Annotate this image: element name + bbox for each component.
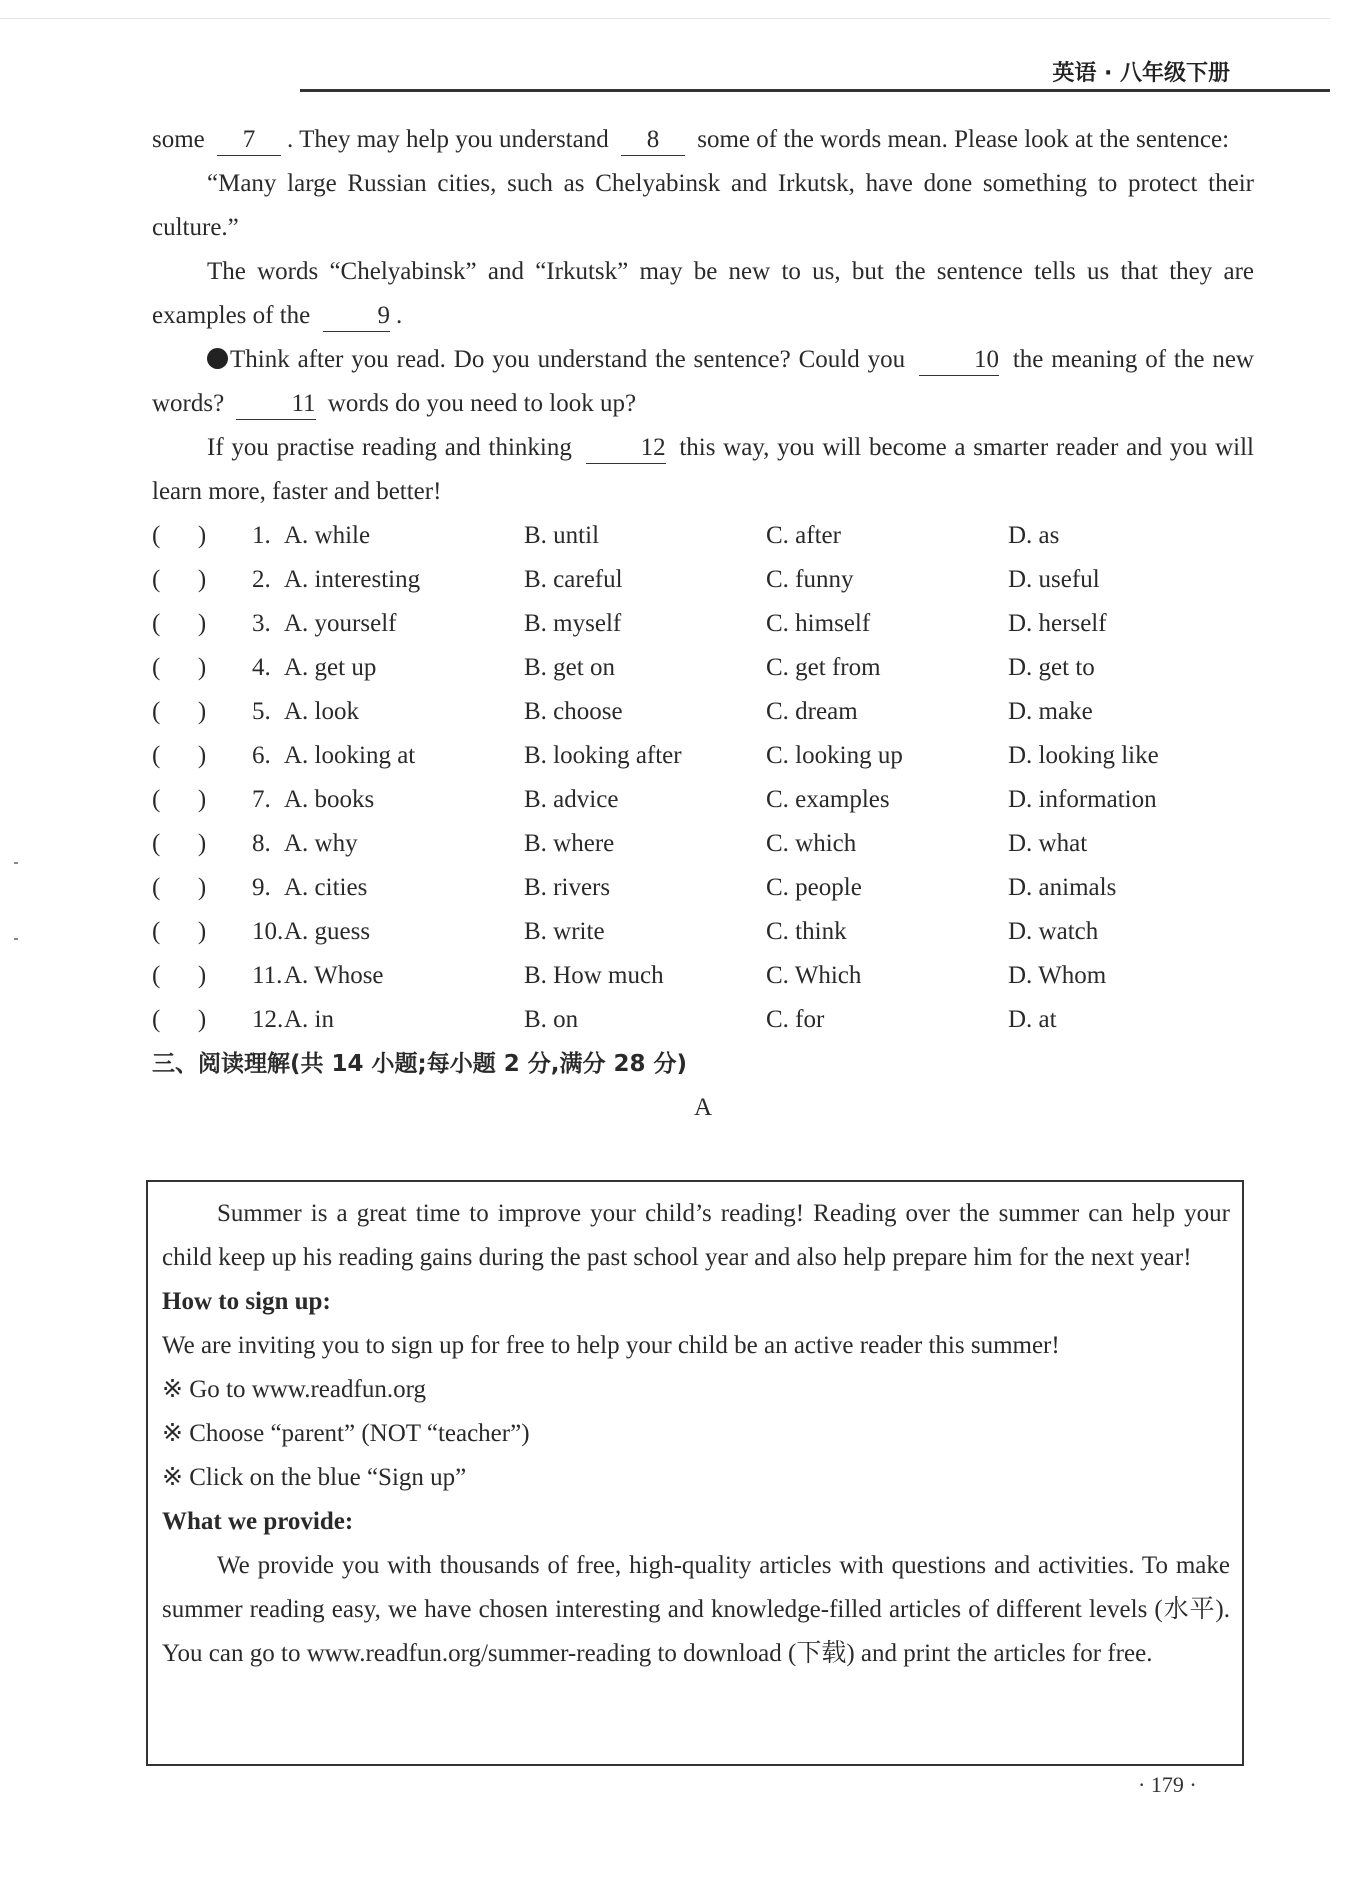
signup-step-3: ※ Click on the blue “Sign up”: [162, 1464, 467, 1491]
text-run: If you practise reading and thinking: [207, 434, 572, 461]
blank-7: 7: [217, 125, 281, 156]
option-b: B. rivers: [524, 874, 611, 901]
option-c: C. himself: [766, 610, 871, 637]
header-title: 英语 · 八年级下册: [1052, 61, 1230, 86]
option-a: A. guess: [284, 918, 371, 945]
question-number: 6.: [252, 742, 271, 769]
option-a: A. in: [284, 1006, 334, 1033]
option-d: D. useful: [1008, 566, 1100, 593]
question-number: 4.: [252, 654, 271, 681]
option-d: D. herself: [1008, 610, 1107, 637]
option-c: C. which: [766, 830, 857, 857]
section-title: 三、阅读理解(共 14 小题;每小题 2 分,满分 28 分): [152, 1051, 688, 1077]
answer-paren: ( ): [152, 654, 207, 681]
question-number: 1.: [252, 522, 271, 549]
option-d: D. Whom: [1008, 962, 1107, 989]
option-b: B. on: [524, 1006, 579, 1033]
option-d: D. information: [1008, 786, 1157, 813]
option-c: C. funny: [766, 566, 854, 593]
passage-paragraph-5: [152, 426, 1254, 514]
option-a: A. get up: [284, 654, 377, 681]
option-a: A. Whose: [284, 962, 384, 989]
option-b: B. advice: [524, 786, 619, 813]
text-run: Think after you read. Do you understand the sentence? Could you: [230, 346, 906, 373]
page-number: · 179 ·: [1138, 1772, 1197, 1797]
option-b: B. myself: [524, 610, 622, 637]
option-a: A. interesting: [284, 566, 421, 593]
answer-paren: ( ): [152, 566, 207, 593]
option-row: [152, 910, 1254, 954]
option-c: C. for: [766, 1006, 825, 1033]
option-d: D. as: [1008, 522, 1060, 549]
margin-mark: [14, 862, 18, 864]
option-c: C. get from: [766, 654, 881, 681]
option-row: [152, 998, 1254, 1042]
question-number: 2.: [252, 566, 271, 593]
provide-text: We provide you with thousands of free, high-quality articles with questions and activities. To make summer reading easy, we have chosen interesting and knowledge-filled articles of different levels (水平). You can go to www.readfun.org/summer-reading to download (下载) and print the articles for free.: [162, 1552, 1230, 1667]
option-d: D. get to: [1008, 654, 1095, 681]
option-b: B. get on: [524, 654, 615, 681]
option-c: C. people: [766, 874, 862, 901]
header-rule: [300, 89, 1330, 92]
option-b: B. choose: [524, 698, 623, 725]
question-number: 8.: [252, 830, 271, 857]
blank-9: 9: [323, 301, 391, 332]
option-a: A. books: [284, 786, 375, 813]
option-c: C. Which: [766, 962, 862, 989]
blank-8: 8: [621, 125, 685, 156]
reading-passage-box: [146, 1180, 1244, 1766]
option-c: C. dream: [766, 698, 858, 725]
answer-paren: ( ): [152, 830, 207, 857]
option-d: D. watch: [1008, 918, 1099, 945]
passage-paragraph-3: [152, 250, 1254, 338]
question-number: 3.: [252, 610, 271, 637]
signup-step-2: ※ Choose “parent” (NOT “teacher”): [162, 1420, 530, 1447]
answer-options: [152, 514, 1254, 1042]
option-a: A. while: [284, 522, 371, 549]
question-number: 5.: [252, 698, 271, 725]
option-d: D. looking like: [1008, 742, 1159, 769]
option-b: B. where: [524, 830, 615, 857]
signup-text: We are inviting you to sign up for free to help your child be an active reader this summer!: [162, 1332, 1060, 1359]
option-a: A. why: [284, 830, 358, 857]
option-row: [152, 822, 1254, 866]
text-run: the meaning of the new words?: [152, 346, 1254, 417]
option-row: [152, 558, 1254, 602]
option-c: C. think: [766, 918, 847, 945]
option-row: [152, 514, 1254, 558]
option-a: A. look: [284, 698, 359, 725]
option-a: A. looking at: [284, 742, 416, 769]
passage-letter: A: [693, 1094, 713, 1121]
option-row: [152, 734, 1254, 778]
option-d: D. what: [1008, 830, 1088, 857]
text-run: words do you need to look up?: [327, 390, 637, 417]
option-row: [152, 602, 1254, 646]
text-run: some: [152, 126, 205, 153]
option-d: D. animals: [1008, 874, 1117, 901]
option-b: B. How much: [524, 962, 664, 989]
box-intro: Summer is a great time to improve your child’s reading! Reading over the summer can help your child keep up his reading gains during the past school year and also help prepare him for the next year!: [162, 1200, 1230, 1271]
answer-paren: ( ): [152, 962, 207, 989]
option-row: [152, 646, 1254, 690]
text-run: The words “Chelyabinsk” and “Irkutsk” may be new to us, but the sentence tells us that they are examples of the: [152, 258, 1254, 329]
question-number: 12.: [252, 1006, 284, 1033]
answer-paren: ( ): [152, 698, 207, 725]
blank-11: 11: [236, 389, 315, 420]
option-d: D. make: [1008, 698, 1093, 725]
question-number: 11.: [252, 962, 283, 989]
passage-paragraph-2: “Many large Russian cities, such as Chelyabinsk and Irkutsk, have done something to protect their culture.”: [152, 170, 1254, 241]
text-run: some of the words mean. Please look at the sentence:: [697, 126, 1230, 153]
signup-heading: How to sign up:: [162, 1288, 331, 1315]
signup-step-1: ※ Go to www.readfun.org: [162, 1376, 426, 1403]
blank-10: 10: [919, 345, 999, 376]
answer-paren: ( ): [152, 786, 207, 813]
answer-paren: ( ): [152, 610, 207, 637]
question-number: 9.: [252, 874, 271, 901]
answer-paren: ( ): [152, 918, 207, 945]
option-row: [152, 954, 1254, 998]
question-number: 7.: [252, 786, 271, 813]
passage-paragraph-1: [152, 118, 1254, 162]
top-rule: [0, 18, 1330, 19]
option-d: D. at: [1008, 1006, 1057, 1033]
provide-heading: What we provide:: [162, 1508, 354, 1535]
answer-paren: ( ): [152, 742, 207, 769]
option-a: A. cities: [284, 874, 368, 901]
option-row: [152, 778, 1254, 822]
page-header: [0, 52, 1330, 92]
bullet-icon: [207, 348, 228, 369]
option-c: C. looking up: [766, 742, 903, 769]
option-b: B. write: [524, 918, 605, 945]
option-b: B. looking after: [524, 742, 682, 769]
passage-paragraph-4: [152, 338, 1254, 426]
text-run: . They may help you understand: [287, 126, 609, 153]
option-a: A. yourself: [284, 610, 397, 637]
option-b: B. careful: [524, 566, 623, 593]
question-number: 10.: [252, 918, 284, 945]
option-row: [152, 690, 1254, 734]
option-b: B. until: [524, 522, 600, 549]
option-c: C. after: [766, 522, 841, 549]
text-run: this way, you will become a smarter reader and you will learn more, faster and better!: [152, 434, 1254, 505]
answer-paren: ( ): [152, 874, 207, 901]
margin-mark: [14, 938, 18, 940]
answer-paren: ( ): [152, 1006, 207, 1033]
answer-paren: ( ): [152, 522, 207, 549]
blank-12: 12: [586, 433, 666, 464]
option-row: [152, 866, 1254, 910]
option-c: C. examples: [766, 786, 890, 813]
text-run: .: [396, 302, 403, 329]
passage-content: [152, 118, 1254, 1130]
